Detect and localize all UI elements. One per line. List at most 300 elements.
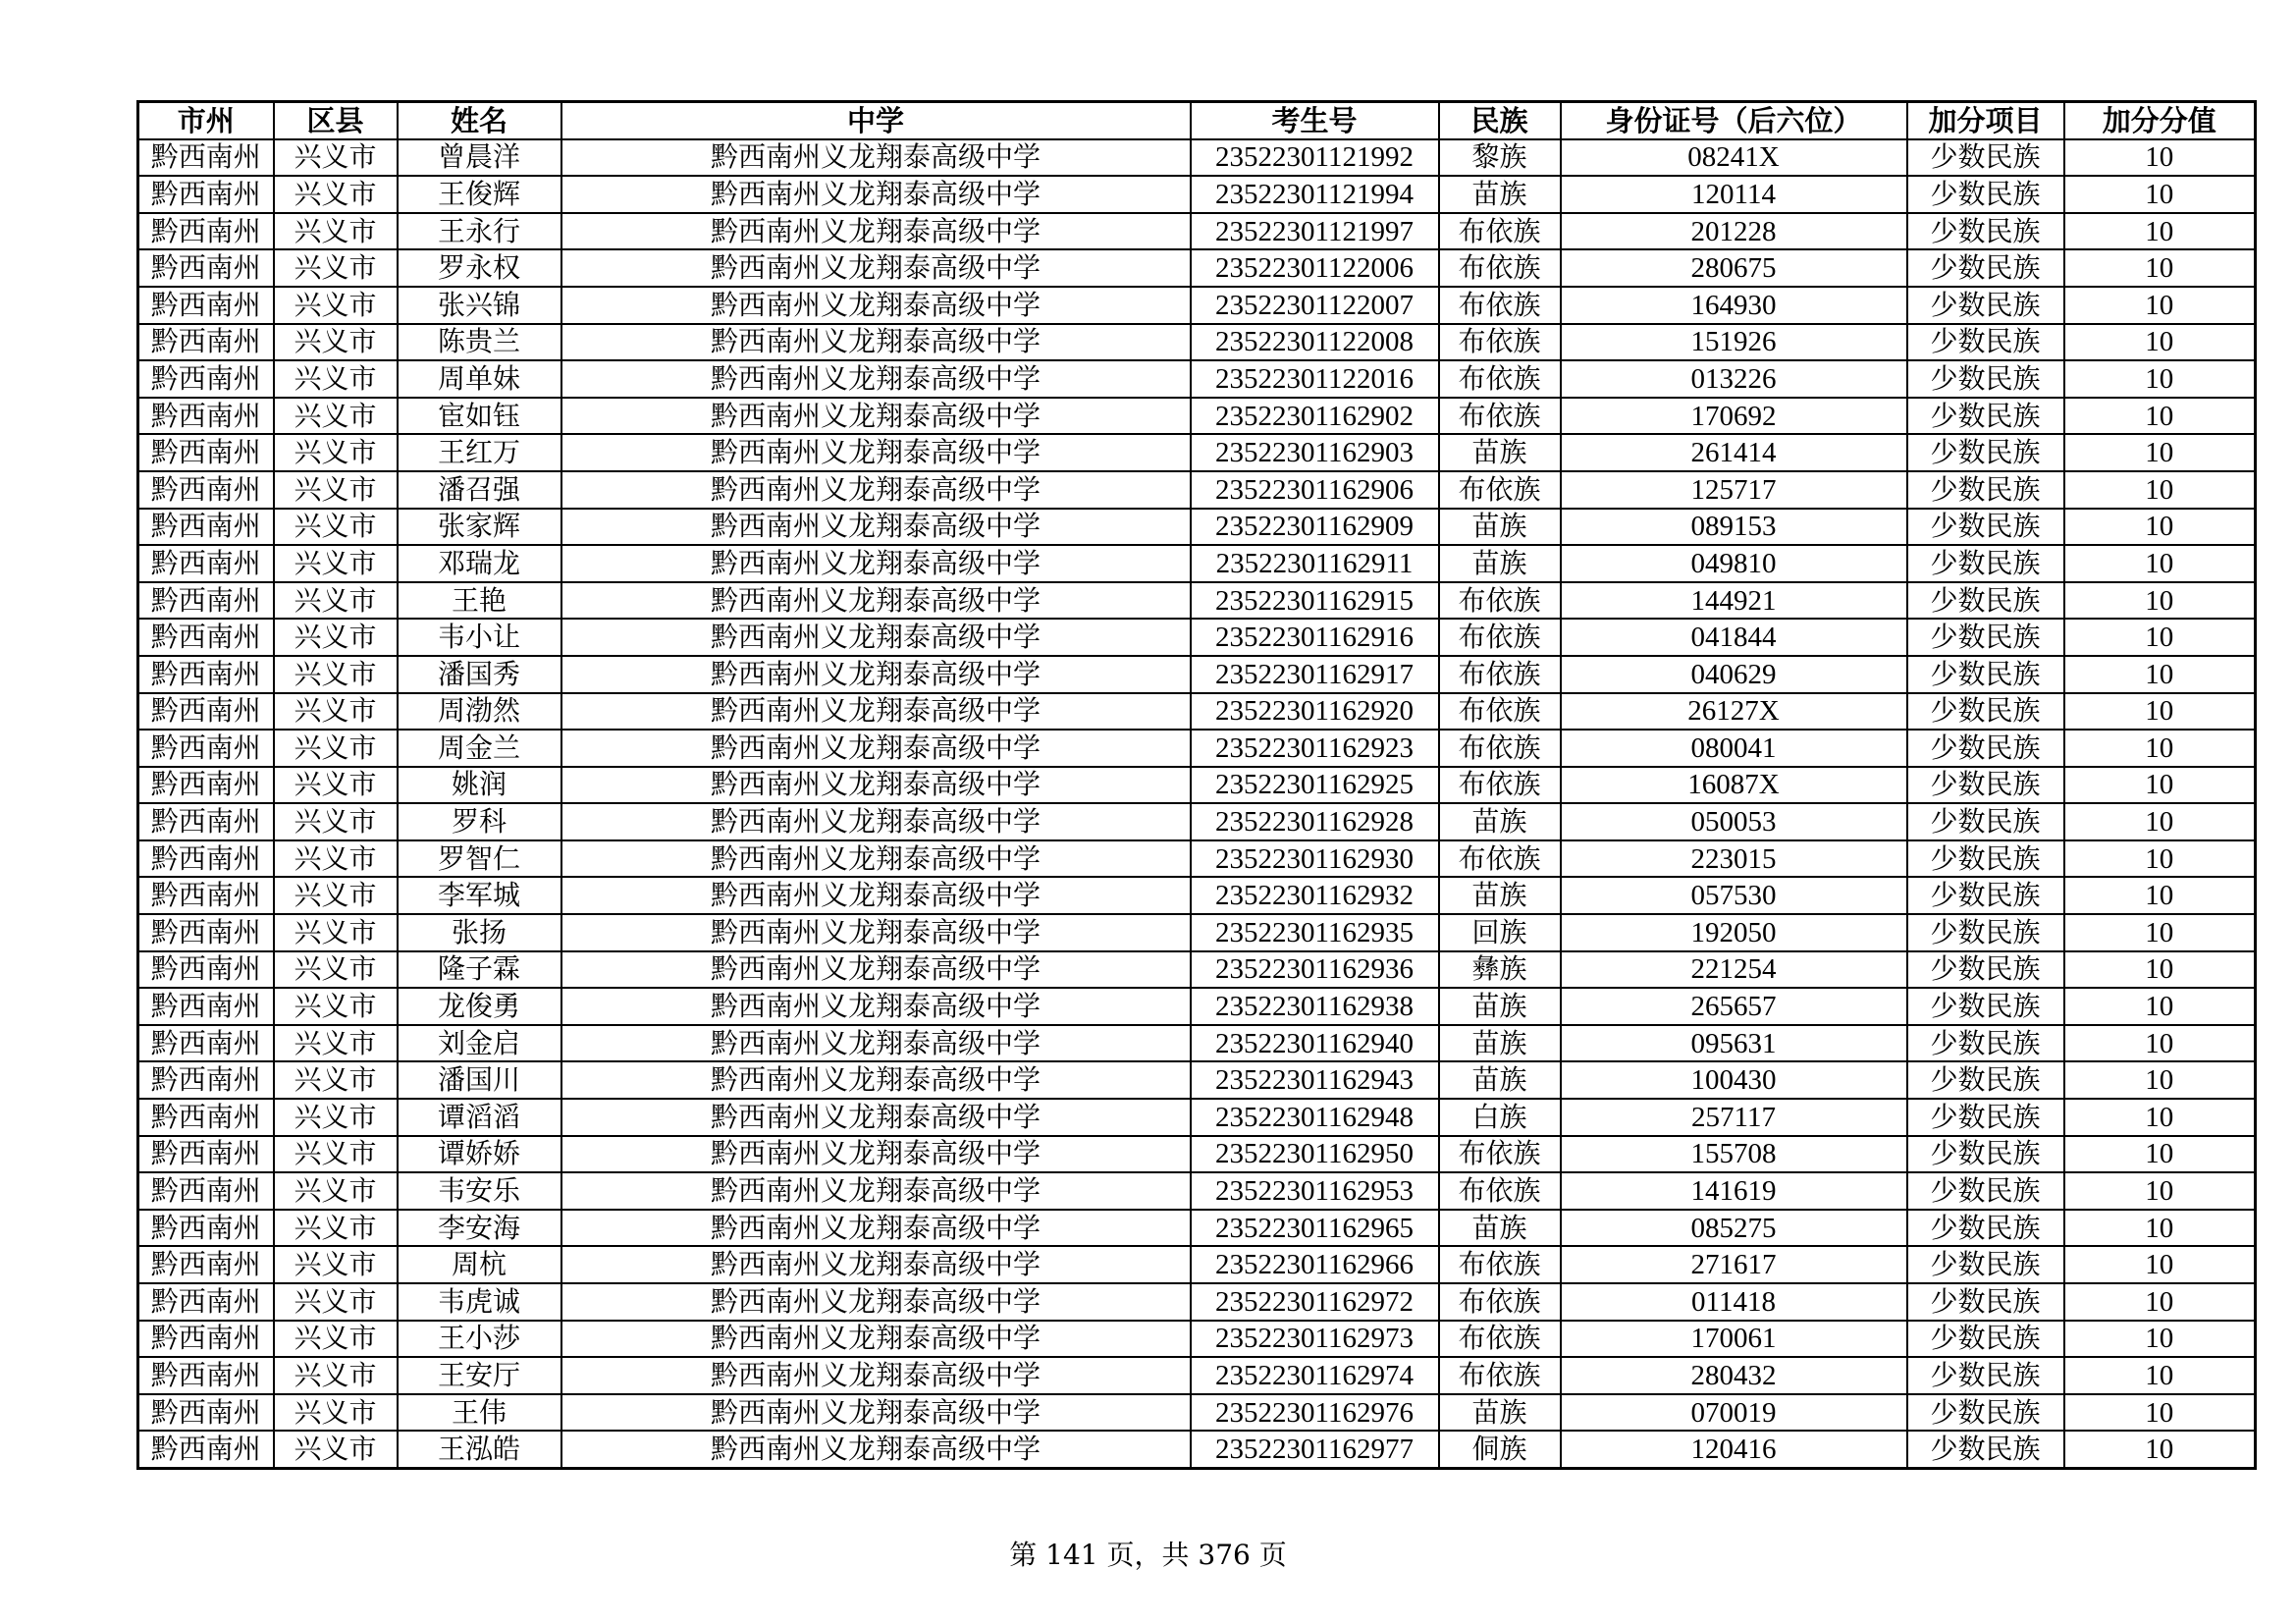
cell-city: 黔西南州	[138, 767, 274, 804]
table-row	[138, 1283, 2256, 1321]
cell-school: 黔西南州义龙翔泰高级中学	[561, 988, 1191, 1025]
cell-county: 兴义市	[274, 1172, 398, 1210]
cell-bonus-item: 少数民族	[1907, 1357, 2064, 1394]
table-row	[138, 840, 2256, 878]
cell-school: 黔西南州义龙翔泰高级中学	[561, 213, 1191, 250]
cell-city: 黔西南州	[138, 1321, 274, 1358]
cell-bonus-item: 少数民族	[1907, 1431, 2064, 1468]
cell-exam-id: 23522301122007	[1191, 287, 1439, 324]
cell-school: 黔西南州义龙翔泰高级中学	[561, 914, 1191, 951]
cell-id-suffix: 280432	[1561, 1357, 1907, 1394]
table-row	[138, 176, 2256, 213]
cell-exam-id: 23522301162917	[1191, 656, 1439, 693]
cell-bonus-item: 少数民族	[1907, 656, 2064, 693]
cell-exam-id: 23522301162943	[1191, 1061, 1439, 1099]
cell-name: 潘召强	[398, 471, 561, 509]
cell-ethnicity: 回族	[1439, 914, 1561, 951]
cell-id-suffix: 265657	[1561, 988, 1907, 1025]
cell-bonus-points: 10	[2064, 730, 2256, 767]
table-row	[138, 803, 2256, 840]
cell-exam-id: 23522301162902	[1191, 398, 1439, 435]
cell-county: 兴义市	[274, 803, 398, 840]
cell-school: 黔西南州义龙翔泰高级中学	[561, 324, 1191, 361]
cell-bonus-points: 10	[2064, 767, 2256, 804]
cell-bonus-points: 10	[2064, 693, 2256, 731]
cell-city: 黔西南州	[138, 619, 274, 656]
cell-id-suffix: 125717	[1561, 471, 1907, 509]
table-row	[138, 656, 2256, 693]
cell-bonus-item: 少数民族	[1907, 360, 2064, 398]
cell-city: 黔西南州	[138, 360, 274, 398]
cell-exam-id: 23522301162909	[1191, 509, 1439, 546]
cell-ethnicity: 彝族	[1439, 951, 1561, 989]
cell-exam-id: 23522301162940	[1191, 1025, 1439, 1062]
cell-id-suffix: 144921	[1561, 582, 1907, 620]
cell-ethnicity: 苗族	[1439, 509, 1561, 546]
cell-exam-id: 23522301121997	[1191, 213, 1439, 250]
cell-school: 黔西南州义龙翔泰高级中学	[561, 545, 1191, 582]
cell-school: 黔西南州义龙翔泰高级中学	[561, 1321, 1191, 1358]
cell-bonus-item: 少数民族	[1907, 176, 2064, 213]
table-row	[138, 767, 2256, 804]
cell-id-suffix: 280675	[1561, 249, 1907, 287]
cell-county: 兴义市	[274, 1246, 398, 1283]
cell-school: 黔西南州义龙翔泰高级中学	[561, 1172, 1191, 1210]
cell-school: 黔西南州义龙翔泰高级中学	[561, 1136, 1191, 1173]
cell-id-suffix: 257117	[1561, 1099, 1907, 1136]
cell-name: 王安厅	[398, 1357, 561, 1394]
table-row	[138, 1099, 2256, 1136]
cell-id-suffix: 192050	[1561, 914, 1907, 951]
cell-bonus-item: 少数民族	[1907, 139, 2064, 177]
cell-name: 姚润	[398, 767, 561, 804]
table-row	[138, 1431, 2256, 1468]
cell-bonus-points: 10	[2064, 471, 2256, 509]
cell-name: 王永行	[398, 213, 561, 250]
cell-exam-id: 23522301162965	[1191, 1210, 1439, 1247]
header-school: 中学	[561, 102, 1191, 139]
cell-exam-id: 23522301162932	[1191, 877, 1439, 914]
cell-bonus-item: 少数民族	[1907, 877, 2064, 914]
cell-id-suffix: 164930	[1561, 287, 1907, 324]
cell-bonus-item: 少数民族	[1907, 914, 2064, 951]
table-row	[138, 324, 2256, 361]
cell-ethnicity: 苗族	[1439, 803, 1561, 840]
cell-exam-id: 23522301162948	[1191, 1099, 1439, 1136]
cell-bonus-item: 少数民族	[1907, 1246, 2064, 1283]
cell-id-suffix: 080041	[1561, 730, 1907, 767]
table-row	[138, 1357, 2256, 1394]
cell-name: 周单妹	[398, 360, 561, 398]
cell-ethnicity: 布依族	[1439, 1136, 1561, 1173]
table-header-row	[138, 102, 2256, 139]
cell-id-suffix: 040629	[1561, 656, 1907, 693]
cell-name: 潘国川	[398, 1061, 561, 1099]
cell-ethnicity: 布依族	[1439, 324, 1561, 361]
cell-ethnicity: 布依族	[1439, 730, 1561, 767]
cell-exam-id: 23522301162953	[1191, 1172, 1439, 1210]
cell-id-suffix: 261414	[1561, 434, 1907, 471]
cell-county: 兴义市	[274, 914, 398, 951]
cell-exam-id: 23522301162974	[1191, 1357, 1439, 1394]
cell-bonus-points: 10	[2064, 582, 2256, 620]
page-footer: 第 141 页，共 376 页	[1009, 1539, 1287, 1571]
cell-exam-id: 23522301162915	[1191, 582, 1439, 620]
cell-exam-id: 23522301162973	[1191, 1321, 1439, 1358]
cell-county: 兴义市	[274, 324, 398, 361]
header-id-suffix: 身份证号（后六位）	[1561, 102, 1907, 139]
table-row	[138, 582, 2256, 620]
cell-exam-id: 23522301162920	[1191, 693, 1439, 731]
cell-ethnicity: 布依族	[1439, 398, 1561, 435]
cell-ethnicity: 布依族	[1439, 693, 1561, 731]
cell-bonus-points: 10	[2064, 1246, 2256, 1283]
cell-bonus-item: 少数民族	[1907, 730, 2064, 767]
cell-city: 黔西南州	[138, 249, 274, 287]
cell-bonus-item: 少数民族	[1907, 471, 2064, 509]
cell-bonus-points: 10	[2064, 840, 2256, 878]
cell-ethnicity: 苗族	[1439, 877, 1561, 914]
cell-city: 黔西南州	[138, 656, 274, 693]
cell-exam-id: 23522301162936	[1191, 951, 1439, 989]
cell-bonus-points: 10	[2064, 139, 2256, 177]
cell-county: 兴义市	[274, 471, 398, 509]
cell-bonus-points: 10	[2064, 877, 2256, 914]
table-row	[138, 1172, 2256, 1210]
cell-name: 王伟	[398, 1394, 561, 1432]
cell-bonus-item: 少数民族	[1907, 1025, 2064, 1062]
cell-name: 谭娇娇	[398, 1136, 561, 1173]
cell-school: 黔西南州义龙翔泰高级中学	[561, 249, 1191, 287]
cell-school: 黔西南州义龙翔泰高级中学	[561, 1210, 1191, 1247]
cell-exam-id: 23522301162903	[1191, 434, 1439, 471]
cell-name: 周渤然	[398, 693, 561, 731]
cell-id-suffix: 170061	[1561, 1321, 1907, 1358]
table-row	[138, 1394, 2256, 1432]
cell-bonus-item: 少数民族	[1907, 1210, 2064, 1247]
cell-ethnicity: 布依族	[1439, 213, 1561, 250]
cell-bonus-points: 10	[2064, 324, 2256, 361]
cell-id-suffix: 170692	[1561, 398, 1907, 435]
cell-ethnicity: 黎族	[1439, 139, 1561, 177]
table-row	[138, 730, 2256, 767]
cell-school: 黔西南州义龙翔泰高级中学	[561, 434, 1191, 471]
cell-ethnicity: 布依族	[1439, 1357, 1561, 1394]
cell-city: 黔西南州	[138, 434, 274, 471]
cell-exam-id: 23522301162925	[1191, 767, 1439, 804]
cell-name: 罗智仁	[398, 840, 561, 878]
cell-county: 兴义市	[274, 877, 398, 914]
cell-bonus-item: 少数民族	[1907, 988, 2064, 1025]
table-row	[138, 988, 2256, 1025]
cell-school: 黔西南州义龙翔泰高级中学	[561, 1099, 1191, 1136]
cell-school: 黔西南州义龙翔泰高级中学	[561, 471, 1191, 509]
cell-exam-id: 23522301122006	[1191, 249, 1439, 287]
cell-exam-id: 23522301121994	[1191, 176, 1439, 213]
cell-name: 王艳	[398, 582, 561, 620]
cell-bonus-item: 少数民族	[1907, 840, 2064, 878]
cell-name: 周杭	[398, 1246, 561, 1283]
cell-school: 黔西南州义龙翔泰高级中学	[561, 730, 1191, 767]
cell-county: 兴义市	[274, 1394, 398, 1432]
cell-city: 黔西南州	[138, 730, 274, 767]
cell-name: 张家辉	[398, 509, 561, 546]
cell-exam-id: 23522301162906	[1191, 471, 1439, 509]
cell-name: 龙俊勇	[398, 988, 561, 1025]
cell-bonus-points: 10	[2064, 434, 2256, 471]
cell-exam-id: 23522301162928	[1191, 803, 1439, 840]
cell-county: 兴义市	[274, 951, 398, 989]
cell-city: 黔西南州	[138, 803, 274, 840]
cell-county: 兴义市	[274, 1321, 398, 1358]
cell-county: 兴义市	[274, 545, 398, 582]
cell-bonus-points: 10	[2064, 1025, 2256, 1062]
cell-ethnicity: 苗族	[1439, 434, 1561, 471]
cell-county: 兴义市	[274, 1136, 398, 1173]
table-row	[138, 509, 2256, 546]
cell-name: 王红万	[398, 434, 561, 471]
cell-name: 罗科	[398, 803, 561, 840]
cell-id-suffix: 201228	[1561, 213, 1907, 250]
cell-county: 兴义市	[274, 1210, 398, 1247]
cell-ethnicity: 苗族	[1439, 1025, 1561, 1062]
cell-city: 黔西南州	[138, 213, 274, 250]
cell-ethnicity: 侗族	[1439, 1431, 1561, 1468]
cell-ethnicity: 布依族	[1439, 582, 1561, 620]
cell-bonus-item: 少数民族	[1907, 1321, 2064, 1358]
cell-county: 兴义市	[274, 1099, 398, 1136]
cell-name: 王泓皓	[398, 1431, 561, 1468]
cell-id-suffix: 223015	[1561, 840, 1907, 878]
cell-city: 黔西南州	[138, 1357, 274, 1394]
cell-school: 黔西南州义龙翔泰高级中学	[561, 1061, 1191, 1099]
cell-county: 兴义市	[274, 434, 398, 471]
cell-bonus-points: 10	[2064, 1210, 2256, 1247]
cell-exam-id: 23522301162911	[1191, 545, 1439, 582]
cell-exam-id: 23522301162977	[1191, 1431, 1439, 1468]
cell-bonus-points: 10	[2064, 988, 2256, 1025]
header-city: 市州	[138, 102, 274, 139]
cell-school: 黔西南州义龙翔泰高级中学	[561, 1394, 1191, 1432]
cell-bonus-points: 10	[2064, 803, 2256, 840]
cell-school: 黔西南州义龙翔泰高级中学	[561, 1246, 1191, 1283]
table-row	[138, 693, 2256, 731]
cell-county: 兴义市	[274, 767, 398, 804]
header-ethnicity: 民族	[1439, 102, 1561, 139]
cell-city: 黔西南州	[138, 509, 274, 546]
cell-exam-id: 23522301162923	[1191, 730, 1439, 767]
cell-ethnicity: 布依族	[1439, 1321, 1561, 1358]
cell-city: 黔西南州	[138, 139, 274, 177]
cell-ethnicity: 苗族	[1439, 1210, 1561, 1247]
cell-bonus-points: 10	[2064, 656, 2256, 693]
cell-ethnicity: 布依族	[1439, 656, 1561, 693]
cell-county: 兴义市	[274, 398, 398, 435]
cell-exam-id: 23522301162930	[1191, 840, 1439, 878]
header-bonus-points: 加分分值	[2064, 102, 2256, 139]
cell-id-suffix: 011418	[1561, 1283, 1907, 1321]
cell-bonus-points: 10	[2064, 1431, 2256, 1468]
cell-county: 兴义市	[274, 1431, 398, 1468]
cell-bonus-item: 少数民族	[1907, 249, 2064, 287]
cell-name: 张兴锦	[398, 287, 561, 324]
cell-city: 黔西南州	[138, 398, 274, 435]
cell-county: 兴义市	[274, 730, 398, 767]
table-row	[138, 139, 2256, 177]
cell-bonus-points: 10	[2064, 1136, 2256, 1173]
cell-school: 黔西南州义龙翔泰高级中学	[561, 693, 1191, 731]
cell-school: 黔西南州义龙翔泰高级中学	[561, 509, 1191, 546]
cell-bonus-points: 10	[2064, 1061, 2256, 1099]
cell-exam-id: 23522301162938	[1191, 988, 1439, 1025]
cell-name: 周金兰	[398, 730, 561, 767]
cell-name: 谭滔滔	[398, 1099, 561, 1136]
cell-bonus-item: 少数民族	[1907, 1172, 2064, 1210]
cell-name: 邓瑞龙	[398, 545, 561, 582]
cell-city: 黔西南州	[138, 545, 274, 582]
cell-bonus-item: 少数民族	[1907, 398, 2064, 435]
cell-ethnicity: 布依族	[1439, 1172, 1561, 1210]
cell-id-suffix: 100430	[1561, 1061, 1907, 1099]
table-row	[138, 1210, 2256, 1247]
cell-county: 兴义市	[274, 1061, 398, 1099]
cell-exam-id: 23522301162950	[1191, 1136, 1439, 1173]
table-row	[138, 1136, 2256, 1173]
cell-city: 黔西南州	[138, 471, 274, 509]
table-row	[138, 914, 2256, 951]
cell-bonus-item: 少数民族	[1907, 1061, 2064, 1099]
cell-county: 兴义市	[274, 693, 398, 731]
table-row	[138, 1025, 2256, 1062]
cell-ethnicity: 白族	[1439, 1099, 1561, 1136]
cell-school: 黔西南州义龙翔泰高级中学	[561, 877, 1191, 914]
cell-ethnicity: 布依族	[1439, 1283, 1561, 1321]
cell-ethnicity: 布依族	[1439, 249, 1561, 287]
cell-bonus-item: 少数民族	[1907, 1099, 2064, 1136]
cell-school: 黔西南州义龙翔泰高级中学	[561, 803, 1191, 840]
cell-bonus-points: 10	[2064, 1099, 2256, 1136]
cell-county: 兴义市	[274, 1025, 398, 1062]
cell-city: 黔西南州	[138, 1246, 274, 1283]
cell-city: 黔西南州	[138, 1061, 274, 1099]
cell-name: 刘金启	[398, 1025, 561, 1062]
cell-city: 黔西南州	[138, 582, 274, 620]
cell-city: 黔西南州	[138, 914, 274, 951]
cell-id-suffix: 08241X	[1561, 139, 1907, 177]
cell-bonus-item: 少数民族	[1907, 287, 2064, 324]
cell-school: 黔西南州义龙翔泰高级中学	[561, 1025, 1191, 1062]
cell-ethnicity: 布依族	[1439, 360, 1561, 398]
cell-bonus-points: 10	[2064, 1357, 2256, 1394]
cell-id-suffix: 013226	[1561, 360, 1907, 398]
cell-county: 兴义市	[274, 287, 398, 324]
table-row	[138, 249, 2256, 287]
cell-ethnicity: 布依族	[1439, 1246, 1561, 1283]
cell-id-suffix: 070019	[1561, 1394, 1907, 1432]
cell-bonus-points: 10	[2064, 545, 2256, 582]
cell-city: 黔西南州	[138, 988, 274, 1025]
cell-ethnicity: 布依族	[1439, 471, 1561, 509]
cell-exam-id: 23522301162966	[1191, 1246, 1439, 1283]
cell-bonus-item: 少数民族	[1907, 619, 2064, 656]
student-bonus-table	[136, 100, 2257, 1470]
cell-name: 宦如钰	[398, 398, 561, 435]
cell-county: 兴义市	[274, 139, 398, 177]
cell-ethnicity: 布依族	[1439, 287, 1561, 324]
cell-ethnicity: 苗族	[1439, 545, 1561, 582]
cell-bonus-item: 少数民族	[1907, 509, 2064, 546]
cell-bonus-points: 10	[2064, 287, 2256, 324]
table-row	[138, 1061, 2256, 1099]
cell-city: 黔西南州	[138, 1099, 274, 1136]
cell-id-suffix: 095631	[1561, 1025, 1907, 1062]
cell-city: 黔西南州	[138, 840, 274, 878]
table-row	[138, 1246, 2256, 1283]
cell-school: 黔西南州义龙翔泰高级中学	[561, 360, 1191, 398]
cell-county: 兴义市	[274, 509, 398, 546]
cell-id-suffix: 050053	[1561, 803, 1907, 840]
cell-id-suffix: 120416	[1561, 1431, 1907, 1468]
table-row	[138, 877, 2256, 914]
cell-county: 兴义市	[274, 360, 398, 398]
cell-bonus-item: 少数民族	[1907, 767, 2064, 804]
cell-id-suffix: 049810	[1561, 545, 1907, 582]
cell-bonus-item: 少数民族	[1907, 693, 2064, 731]
cell-exam-id: 23522301162916	[1191, 619, 1439, 656]
table-row	[138, 434, 2256, 471]
cell-bonus-points: 10	[2064, 249, 2256, 287]
cell-id-suffix: 085275	[1561, 1210, 1907, 1247]
cell-name: 曾晨洋	[398, 139, 561, 177]
cell-school: 黔西南州义龙翔泰高级中学	[561, 840, 1191, 878]
cell-id-suffix: 151926	[1561, 324, 1907, 361]
cell-name: 王俊辉	[398, 176, 561, 213]
cell-bonus-points: 10	[2064, 619, 2256, 656]
cell-id-suffix: 271617	[1561, 1246, 1907, 1283]
cell-city: 黔西南州	[138, 877, 274, 914]
cell-county: 兴义市	[274, 988, 398, 1025]
cell-bonus-item: 少数民族	[1907, 803, 2064, 840]
cell-city: 黔西南州	[138, 693, 274, 731]
cell-bonus-points: 10	[2064, 1283, 2256, 1321]
cell-city: 黔西南州	[138, 1136, 274, 1173]
cell-ethnicity: 布依族	[1439, 767, 1561, 804]
cell-id-suffix: 16087X	[1561, 767, 1907, 804]
cell-county: 兴义市	[274, 582, 398, 620]
header-exam-id: 考生号	[1191, 102, 1439, 139]
cell-bonus-item: 少数民族	[1907, 582, 2064, 620]
cell-exam-id: 23522301162935	[1191, 914, 1439, 951]
cell-bonus-item: 少数民族	[1907, 1394, 2064, 1432]
cell-name: 李安海	[398, 1210, 561, 1247]
cell-county: 兴义市	[274, 656, 398, 693]
header-name: 姓名	[398, 102, 561, 139]
cell-city: 黔西南州	[138, 176, 274, 213]
cell-school: 黔西南州义龙翔泰高级中学	[561, 1431, 1191, 1468]
cell-id-suffix: 26127X	[1561, 693, 1907, 731]
cell-ethnicity: 苗族	[1439, 988, 1561, 1025]
cell-name: 潘国秀	[398, 656, 561, 693]
cell-id-suffix: 141619	[1561, 1172, 1907, 1210]
cell-id-suffix: 155708	[1561, 1136, 1907, 1173]
cell-name: 罗永权	[398, 249, 561, 287]
cell-city: 黔西南州	[138, 951, 274, 989]
cell-city: 黔西南州	[138, 1025, 274, 1062]
table-row	[138, 398, 2256, 435]
cell-id-suffix: 221254	[1561, 951, 1907, 989]
cell-city: 黔西南州	[138, 1394, 274, 1432]
table-row	[138, 213, 2256, 250]
